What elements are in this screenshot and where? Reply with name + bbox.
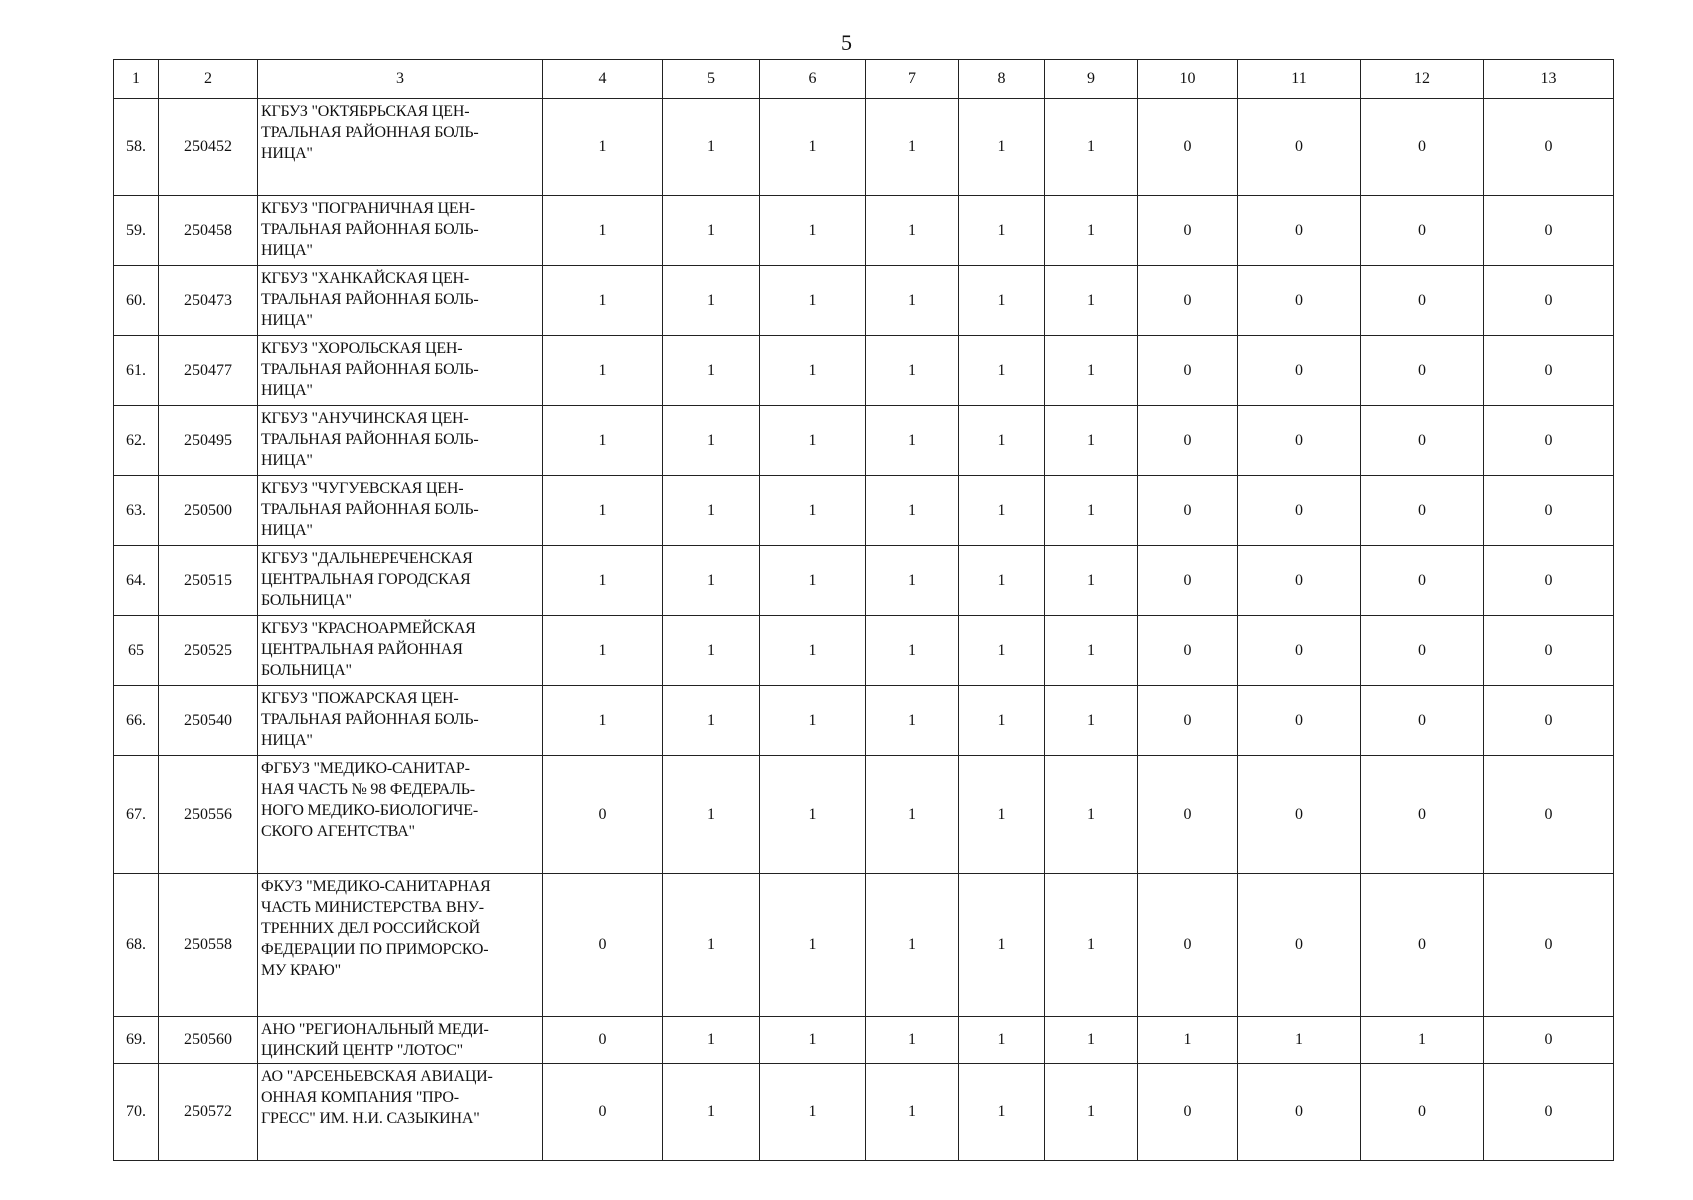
value-cell: 0 xyxy=(543,874,663,1017)
table-row xyxy=(114,196,1614,266)
row-code: 250558 xyxy=(159,874,258,1017)
table-row xyxy=(114,546,1614,616)
value-cell: 0 xyxy=(1484,196,1614,266)
column-header: 10 xyxy=(1138,60,1238,99)
value-cell: 1 xyxy=(1045,756,1138,874)
value-cell: 1 xyxy=(1045,1064,1138,1161)
value-cell: 0 xyxy=(543,1064,663,1161)
value-cell: 1 xyxy=(866,1064,959,1161)
value-cell: 1 xyxy=(543,406,663,476)
row-number: 58. xyxy=(114,99,159,196)
value-cell: 0 xyxy=(1361,336,1484,406)
value-cell: 1 xyxy=(866,196,959,266)
row-number: 63. xyxy=(114,476,159,546)
organization-name: КГБУЗ "ОКТЯБРЬСКАЯ ЦЕН- ТРАЛЬНАЯ РАЙОННАЯ БОЛЬ- НИЦА" xyxy=(258,99,543,196)
value-cell: 0 xyxy=(1238,1064,1361,1161)
organization-name: АНО "РЕГИОНАЛЬНЫЙ МЕДИ- ЦИНСКИЙ ЦЕНТР "ЛОТОС" xyxy=(258,1017,543,1064)
value-cell: 1 xyxy=(866,874,959,1017)
value-cell: 1 xyxy=(1045,406,1138,476)
row-code: 250515 xyxy=(159,546,258,616)
organization-name: КГБУЗ "ЧУГУЕВСКАЯ ЦЕН- ТРАЛЬНАЯ РАЙОННАЯ БОЛЬ- НИЦА" xyxy=(258,476,543,546)
value-cell: 1 xyxy=(663,196,760,266)
value-cell: 0 xyxy=(1138,476,1238,546)
value-cell: 0 xyxy=(1238,476,1361,546)
value-cell: 1 xyxy=(1045,874,1138,1017)
value-cell: 0 xyxy=(1238,546,1361,616)
value-cell: 1 xyxy=(543,546,663,616)
value-cell: 1 xyxy=(760,546,866,616)
column-header: 3 xyxy=(258,60,543,99)
value-cell: 0 xyxy=(1238,616,1361,686)
value-cell: 0 xyxy=(1484,874,1614,1017)
value-cell: 0 xyxy=(1238,686,1361,756)
row-number: 70. xyxy=(114,1064,159,1161)
value-cell: 1 xyxy=(959,1017,1045,1064)
value-cell: 1 xyxy=(1045,616,1138,686)
value-cell: 0 xyxy=(1361,874,1484,1017)
value-cell: 1 xyxy=(866,336,959,406)
value-cell: 0 xyxy=(1138,874,1238,1017)
value-cell: 1 xyxy=(1238,1017,1361,1064)
value-cell: 1 xyxy=(1045,546,1138,616)
table-row xyxy=(114,406,1614,476)
value-cell: 1 xyxy=(866,266,959,336)
value-cell: 0 xyxy=(1138,336,1238,406)
value-cell: 0 xyxy=(1238,336,1361,406)
organization-name: КГБУЗ "ХОРОЛЬСКАЯ ЦЕН- ТРАЛЬНАЯ РАЙОННАЯ БОЛЬ- НИЦА" xyxy=(258,336,543,406)
value-cell: 1 xyxy=(760,476,866,546)
value-cell: 1 xyxy=(663,336,760,406)
row-number: 64. xyxy=(114,546,159,616)
value-cell: 1 xyxy=(760,1064,866,1161)
value-cell: 1 xyxy=(760,1017,866,1064)
value-cell: 1 xyxy=(959,196,1045,266)
value-cell: 1 xyxy=(959,336,1045,406)
column-header: 5 xyxy=(663,60,760,99)
value-cell: 1 xyxy=(959,874,1045,1017)
value-cell: 0 xyxy=(1138,1064,1238,1161)
column-header: 9 xyxy=(1045,60,1138,99)
value-cell: 1 xyxy=(959,616,1045,686)
value-cell: 0 xyxy=(1238,266,1361,336)
column-header: 12 xyxy=(1361,60,1484,99)
row-number: 62. xyxy=(114,406,159,476)
value-cell: 1 xyxy=(959,99,1045,196)
value-cell: 1 xyxy=(959,686,1045,756)
row-number: 67. xyxy=(114,756,159,874)
value-cell: 0 xyxy=(543,1017,663,1064)
table-row xyxy=(114,756,1614,874)
value-cell: 1 xyxy=(663,266,760,336)
value-cell: 1 xyxy=(1045,476,1138,546)
value-cell: 0 xyxy=(1484,266,1614,336)
row-code: 250458 xyxy=(159,196,258,266)
value-cell: 1 xyxy=(866,546,959,616)
value-cell: 1 xyxy=(1045,99,1138,196)
organization-name: КГБУЗ "КРАСНОАРМЕЙСКАЯ ЦЕНТРАЛЬНАЯ РАЙОННАЯ БОЛЬНИЦА" xyxy=(258,616,543,686)
value-cell: 1 xyxy=(959,756,1045,874)
page-number: 5 xyxy=(841,30,852,55)
organization-name: КГБУЗ "АНУЧИНСКАЯ ЦЕН- ТРАЛЬНАЯ РАЙОННАЯ БОЛЬ- НИЦА" xyxy=(258,406,543,476)
value-cell: 1 xyxy=(959,546,1045,616)
column-header: 2 xyxy=(159,60,258,99)
value-cell: 0 xyxy=(1238,196,1361,266)
row-code: 250525 xyxy=(159,616,258,686)
value-cell: 1 xyxy=(1361,1017,1484,1064)
value-cell: 0 xyxy=(1238,99,1361,196)
value-cell: 0 xyxy=(1361,1064,1484,1161)
value-cell: 0 xyxy=(1138,616,1238,686)
value-cell: 1 xyxy=(760,874,866,1017)
value-cell: 0 xyxy=(1361,686,1484,756)
data-table xyxy=(113,59,1614,1161)
value-cell: 0 xyxy=(1484,546,1614,616)
value-cell: 0 xyxy=(1361,266,1484,336)
table-row xyxy=(114,476,1614,546)
value-cell: 1 xyxy=(760,686,866,756)
value-cell: 0 xyxy=(1361,546,1484,616)
value-cell: 1 xyxy=(866,406,959,476)
row-code: 250473 xyxy=(159,266,258,336)
value-cell: 0 xyxy=(1238,874,1361,1017)
value-cell: 1 xyxy=(959,1064,1045,1161)
value-cell: 1 xyxy=(760,406,866,476)
value-cell: 1 xyxy=(1045,266,1138,336)
value-cell: 0 xyxy=(1484,1064,1614,1161)
value-cell: 1 xyxy=(866,1017,959,1064)
row-number: 69. xyxy=(114,1017,159,1064)
table-row xyxy=(114,686,1614,756)
column-header: 11 xyxy=(1238,60,1361,99)
value-cell: 1 xyxy=(663,874,760,1017)
value-cell: 0 xyxy=(1484,686,1614,756)
value-cell: 1 xyxy=(866,616,959,686)
table-row xyxy=(114,616,1614,686)
row-code: 250556 xyxy=(159,756,258,874)
row-number: 65 xyxy=(114,616,159,686)
row-number: 61. xyxy=(114,336,159,406)
value-cell: 0 xyxy=(1138,196,1238,266)
value-cell: 0 xyxy=(543,756,663,874)
organization-name: КГБУЗ "ПОГРАНИЧНАЯ ЦЕН- ТРАЛЬНАЯ РАЙОННАЯ БОЛЬ- НИЦА" xyxy=(258,196,543,266)
organization-name: АО "АРСЕНЬЕВСКАЯ АВИАЦИ- ОННАЯ КОМПАНИЯ "ПРО- ГРЕСС" ИМ. Н.И. САЗЫКИНА" xyxy=(258,1064,543,1161)
value-cell: 1 xyxy=(760,756,866,874)
table-row xyxy=(114,99,1614,196)
value-cell: 1 xyxy=(663,1064,760,1161)
value-cell: 1 xyxy=(760,336,866,406)
value-cell: 1 xyxy=(543,686,663,756)
column-header: 7 xyxy=(866,60,959,99)
value-cell: 1 xyxy=(959,266,1045,336)
value-cell: 1 xyxy=(663,616,760,686)
value-cell: 1 xyxy=(543,196,663,266)
value-cell: 0 xyxy=(1238,756,1361,874)
row-number: 59. xyxy=(114,196,159,266)
table-row xyxy=(114,336,1614,406)
organization-name: ФКУЗ "МЕДИКО-САНИТАРНАЯ ЧАСТЬ МИНИСТЕРСТВА ВНУ- ТРЕННИХ ДЕЛ РОССИЙСКОЙ ФЕДЕРАЦИИ ПО ПРИМОРСКО- МУ КРАЮ" xyxy=(258,874,543,1017)
organization-name: КГБУЗ "ХАНКАЙСКАЯ ЦЕН- ТРАЛЬНАЯ РАЙОННАЯ БОЛЬ- НИЦА" xyxy=(258,266,543,336)
value-cell: 0 xyxy=(1484,336,1614,406)
row-number: 68. xyxy=(114,874,159,1017)
value-cell: 1 xyxy=(1138,1017,1238,1064)
value-cell: 0 xyxy=(1138,406,1238,476)
value-cell: 0 xyxy=(1138,756,1238,874)
value-cell: 1 xyxy=(543,99,663,196)
row-code: 250560 xyxy=(159,1017,258,1064)
table-row xyxy=(114,1017,1614,1064)
row-number: 60. xyxy=(114,266,159,336)
value-cell: 1 xyxy=(663,756,760,874)
value-cell: 0 xyxy=(1361,196,1484,266)
value-cell: 1 xyxy=(760,616,866,686)
value-cell: 1 xyxy=(760,266,866,336)
value-cell: 1 xyxy=(663,546,760,616)
organization-name: КГБУЗ "ПОЖАРСКАЯ ЦЕН- ТРАЛЬНАЯ РАЙОННАЯ БОЛЬ- НИЦА" xyxy=(258,686,543,756)
value-cell: 0 xyxy=(1484,756,1614,874)
value-cell: 1 xyxy=(663,686,760,756)
table-row xyxy=(114,266,1614,336)
value-cell: 1 xyxy=(1045,336,1138,406)
value-cell: 0 xyxy=(1361,616,1484,686)
value-cell: 1 xyxy=(866,99,959,196)
column-header: 4 xyxy=(543,60,663,99)
value-cell: 1 xyxy=(866,686,959,756)
column-header: 13 xyxy=(1484,60,1614,99)
value-cell: 1 xyxy=(663,476,760,546)
value-cell: 0 xyxy=(1484,406,1614,476)
organization-name: КГБУЗ "ДАЛЬНЕРЕЧЕНСКАЯ ЦЕНТРАЛЬНАЯ ГОРОДСКАЯ БОЛЬНИЦА" xyxy=(258,546,543,616)
value-cell: 0 xyxy=(1361,756,1484,874)
value-cell: 0 xyxy=(1361,406,1484,476)
value-cell: 1 xyxy=(866,756,959,874)
value-cell: 0 xyxy=(1361,99,1484,196)
value-cell: 1 xyxy=(663,406,760,476)
value-cell: 1 xyxy=(959,476,1045,546)
value-cell: 0 xyxy=(1361,476,1484,546)
value-cell: 0 xyxy=(1138,546,1238,616)
table-row xyxy=(114,1064,1614,1161)
value-cell: 1 xyxy=(663,1017,760,1064)
row-code: 250500 xyxy=(159,476,258,546)
value-cell: 1 xyxy=(1045,1017,1138,1064)
value-cell: 0 xyxy=(1484,1017,1614,1064)
value-cell: 1 xyxy=(1045,196,1138,266)
value-cell: 1 xyxy=(663,99,760,196)
row-code: 250452 xyxy=(159,99,258,196)
value-cell: 0 xyxy=(1138,99,1238,196)
value-cell: 1 xyxy=(866,476,959,546)
value-cell: 1 xyxy=(760,99,866,196)
value-cell: 0 xyxy=(1484,99,1614,196)
value-cell: 0 xyxy=(1138,686,1238,756)
row-code: 250540 xyxy=(159,686,258,756)
table-body xyxy=(114,99,1614,1161)
row-code: 250477 xyxy=(159,336,258,406)
organization-name: ФГБУЗ "МЕДИКО-САНИТАР- НАЯ ЧАСТЬ № 98 ФЕДЕРАЛЬ- НОГО МЕДИКО-БИОЛОГИЧЕ- СКОГО АГЕНТСТВА" xyxy=(258,756,543,874)
table-row xyxy=(114,874,1614,1017)
value-cell: 0 xyxy=(1138,266,1238,336)
row-code: 250495 xyxy=(159,406,258,476)
column-header: 8 xyxy=(959,60,1045,99)
value-cell: 1 xyxy=(959,406,1045,476)
value-cell: 0 xyxy=(1484,476,1614,546)
value-cell: 1 xyxy=(760,196,866,266)
value-cell: 1 xyxy=(543,266,663,336)
row-number: 66. xyxy=(114,686,159,756)
row-code: 250572 xyxy=(159,1064,258,1161)
column-header: 1 xyxy=(114,60,159,99)
value-cell: 1 xyxy=(543,616,663,686)
header-row xyxy=(114,60,1614,99)
value-cell: 0 xyxy=(1238,406,1361,476)
value-cell: 0 xyxy=(1484,616,1614,686)
column-header: 6 xyxy=(760,60,866,99)
value-cell: 1 xyxy=(543,476,663,546)
value-cell: 1 xyxy=(543,336,663,406)
value-cell: 1 xyxy=(1045,686,1138,756)
